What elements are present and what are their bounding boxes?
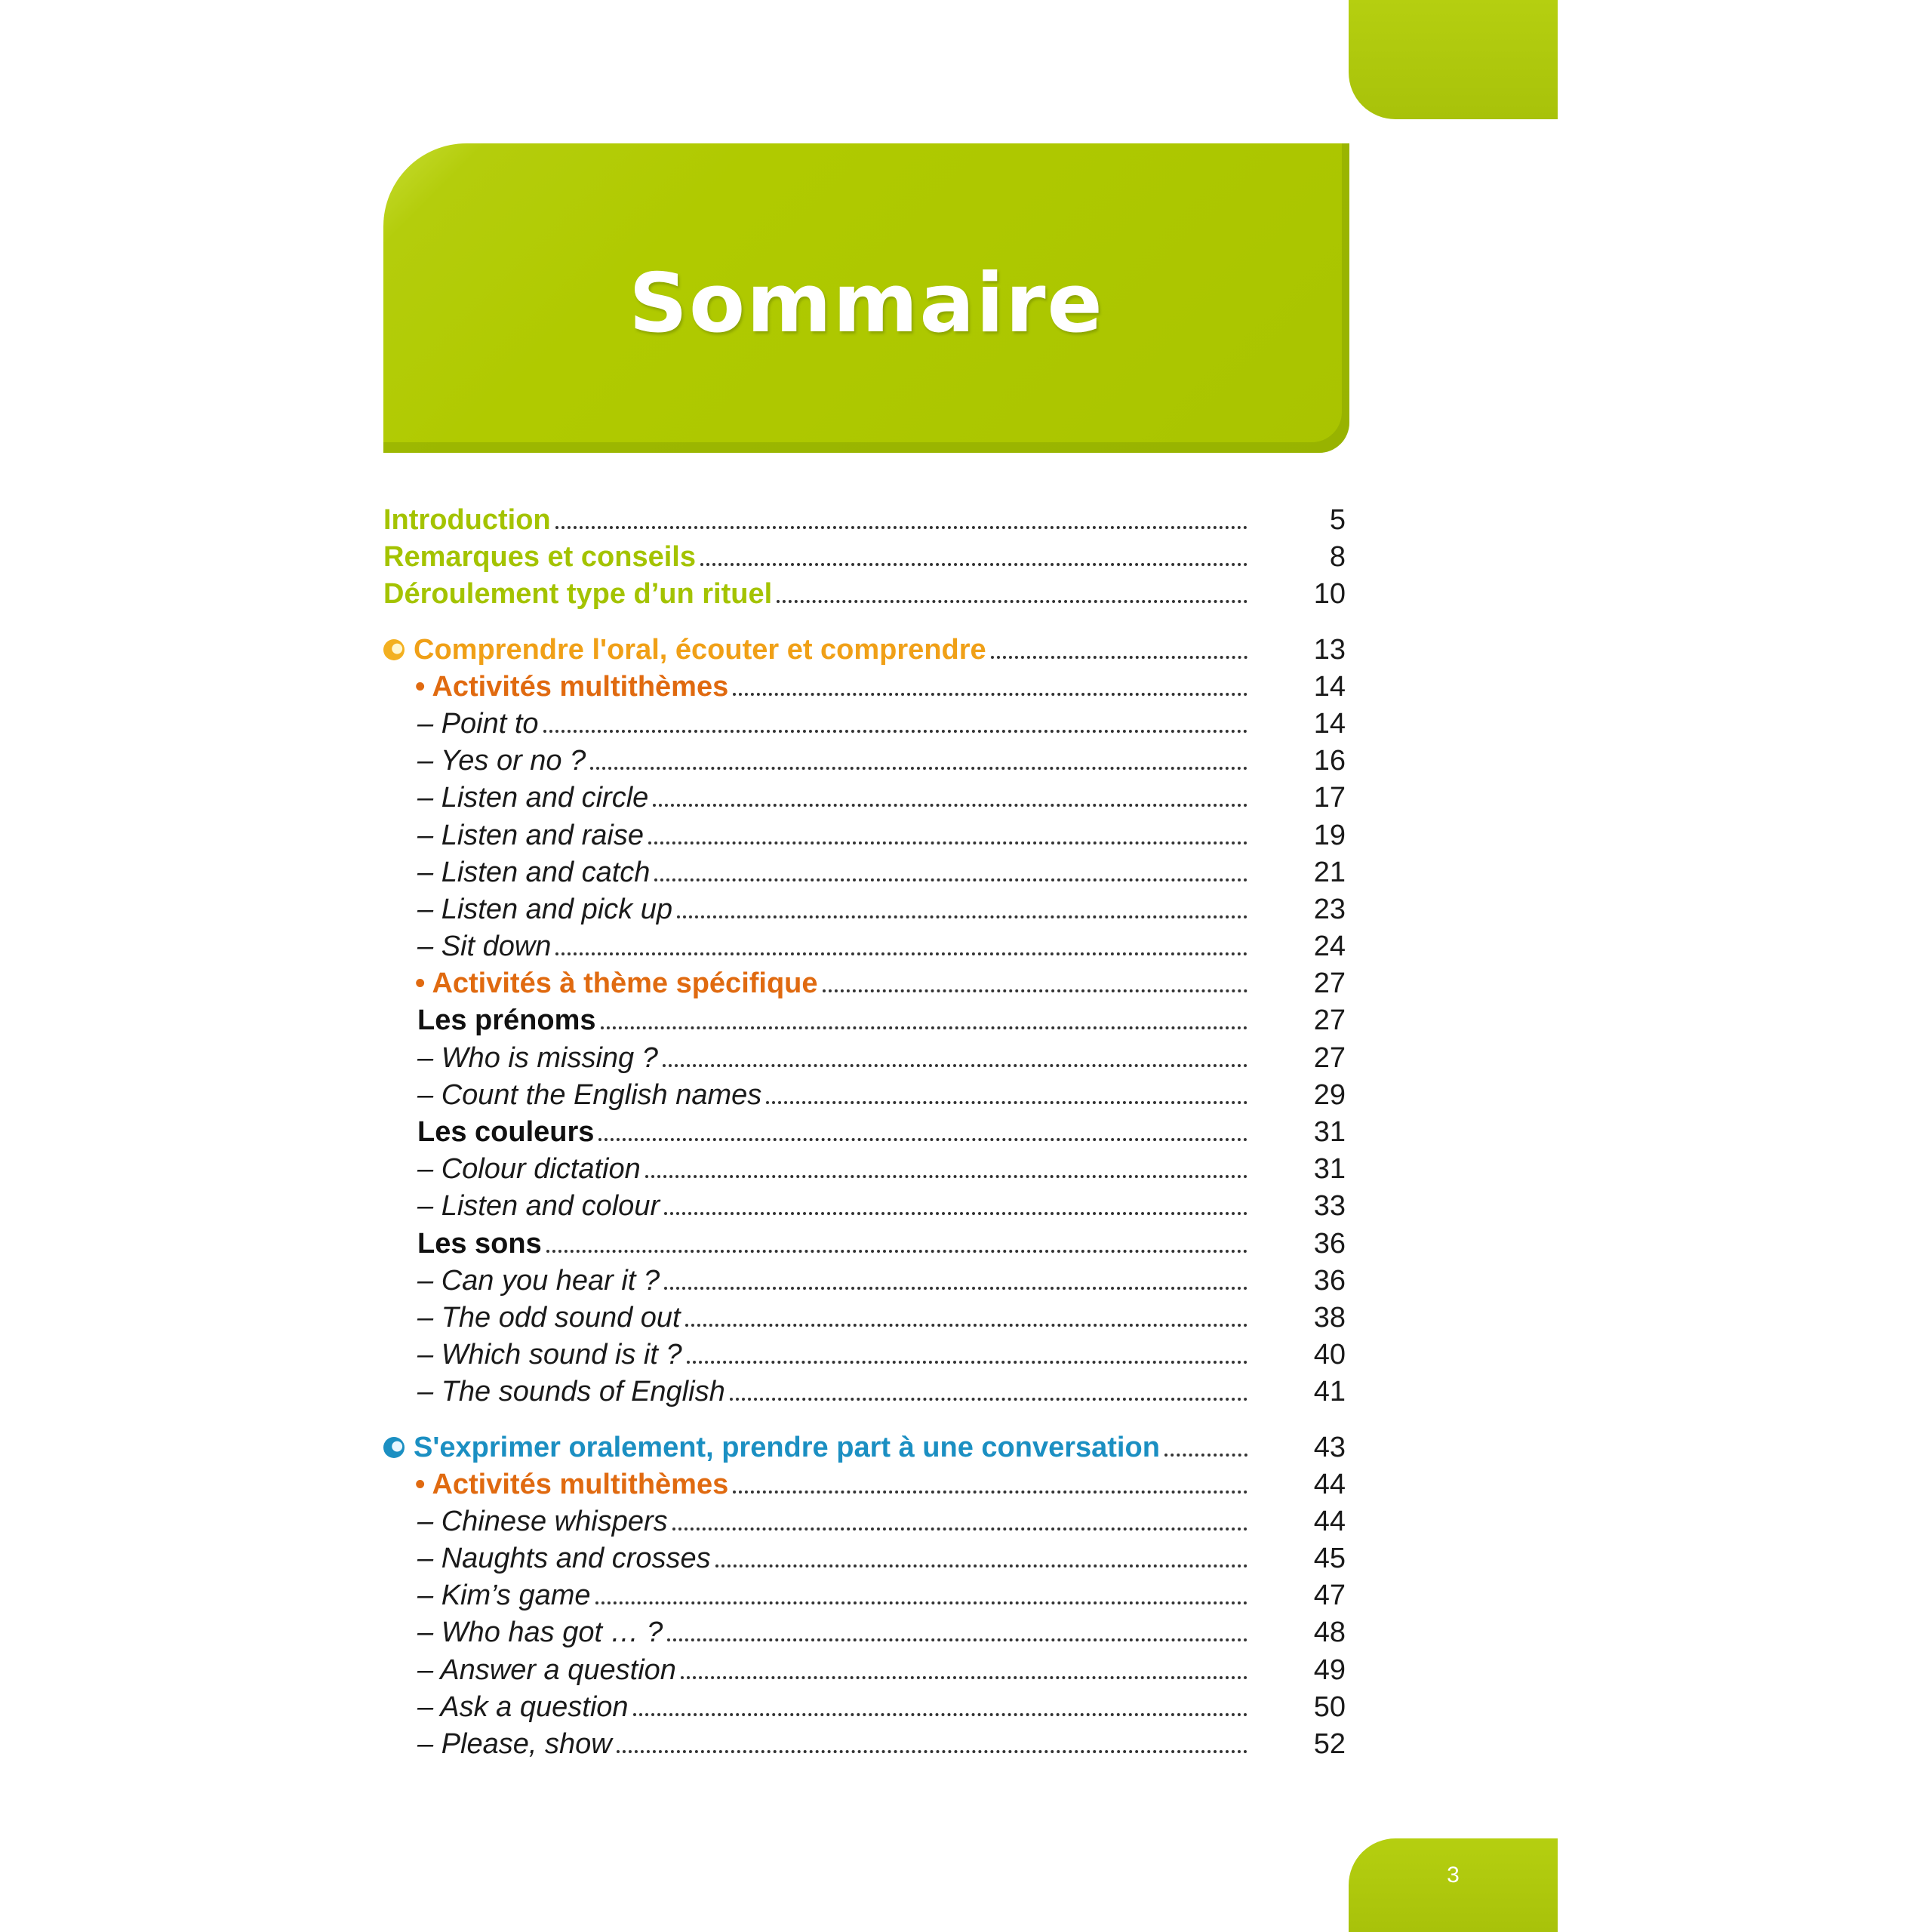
toc-entry[interactable] xyxy=(383,1469,1346,1506)
dot-leader xyxy=(733,1491,1247,1494)
toc-entry[interactable] xyxy=(383,1728,1346,1765)
toc-entry-label xyxy=(417,1153,641,1186)
toc-entry[interactable] xyxy=(383,1004,1346,1041)
toc-entry[interactable] xyxy=(383,1506,1346,1543)
toc-page-number: 52 xyxy=(1313,1728,1346,1760)
toc-entry[interactable] xyxy=(383,504,1346,541)
toc-entry-text: – The odd sound out xyxy=(417,1301,681,1334)
dot-leader xyxy=(1164,1454,1247,1457)
toc-entry-text: – Listen and raise xyxy=(417,819,644,851)
toc-page-number: 31 xyxy=(1313,1153,1346,1186)
toc-entry-label xyxy=(417,1079,761,1112)
toc-page-number: 29 xyxy=(1313,1078,1346,1111)
toc-entry-label xyxy=(417,894,672,926)
toc-entry-label xyxy=(417,1190,660,1223)
bottom-green-tab xyxy=(1349,1838,1558,1932)
dot-leader xyxy=(664,1212,1247,1215)
toc-entry-text: – Colour dictation xyxy=(417,1153,641,1186)
toc-entry-text: – Which sound is it ? xyxy=(417,1339,682,1371)
toc-entry-text: – Listen and catch xyxy=(417,856,651,888)
toc-entry-text: – Listen and pick up xyxy=(417,893,673,925)
toc-entry-label xyxy=(383,541,696,574)
toc-entry-label xyxy=(417,931,551,963)
toc-entry[interactable] xyxy=(383,1190,1346,1227)
toc-entry[interactable] xyxy=(383,1432,1346,1469)
toc-entry[interactable] xyxy=(383,708,1346,745)
dot-leader xyxy=(991,656,1247,659)
toc-entry-label xyxy=(417,1543,711,1575)
toc-entry[interactable] xyxy=(383,1302,1346,1339)
toc-entry-text: – Please, show xyxy=(417,1728,612,1760)
toc-entry-label xyxy=(383,504,551,537)
toc-page-number: 27 xyxy=(1313,1041,1346,1074)
toc-page-number: 33 xyxy=(1313,1190,1346,1223)
toc-page-number: 23 xyxy=(1313,893,1346,925)
toc-entry-text: Remarques et conseils xyxy=(383,541,696,574)
circle-bullet-icon xyxy=(383,1437,405,1458)
dot-leader xyxy=(555,952,1247,955)
toc-page-number: 41 xyxy=(1313,1376,1346,1408)
toc-entry[interactable] xyxy=(383,1042,1346,1079)
toc-page-number: 19 xyxy=(1313,819,1346,851)
toc-entry[interactable] xyxy=(383,1376,1346,1413)
toc-entry-text: – Kim’s game xyxy=(417,1580,591,1612)
toc-entry-label xyxy=(417,745,586,777)
toc-entry-label xyxy=(417,708,539,740)
toc-entry-label xyxy=(415,968,818,1000)
toc-entry-text: – Yes or no ? xyxy=(417,745,586,777)
toc-entry-label xyxy=(417,1042,658,1075)
toc-entry[interactable] xyxy=(383,1543,1346,1580)
toc-entry-text: – Who is missing ? xyxy=(417,1041,658,1074)
dot-leader xyxy=(766,1101,1247,1104)
dot-leader xyxy=(663,1064,1247,1067)
toc-entry[interactable] xyxy=(383,634,1346,671)
toc-entry[interactable] xyxy=(383,820,1346,857)
toc-entry[interactable] xyxy=(383,1116,1346,1153)
toc-entry-label xyxy=(417,1654,676,1687)
toc-entry[interactable] xyxy=(383,1617,1346,1654)
toc-entry-label xyxy=(417,1691,629,1724)
toc-page-number: 44 xyxy=(1313,1468,1346,1500)
toc-entry[interactable] xyxy=(383,541,1346,578)
toc-entry-label xyxy=(383,578,772,611)
toc-entry-label xyxy=(417,1728,612,1761)
toc-entry-text: Introduction xyxy=(383,504,551,536)
toc-entry-text: • Activités à thème spécifique xyxy=(415,968,818,1000)
toc-entry-label xyxy=(417,1302,681,1334)
toc-entry[interactable] xyxy=(383,894,1346,931)
toc-page-number: 47 xyxy=(1313,1580,1346,1612)
toc-entry-text: – Can you hear it ? xyxy=(417,1264,660,1297)
toc-page-number: 48 xyxy=(1313,1617,1346,1649)
dot-leader xyxy=(617,1750,1247,1753)
toc-entry-text: – Who has got … ? xyxy=(417,1617,663,1649)
toc-entry-text: – Listen and colour xyxy=(417,1190,660,1223)
dot-leader xyxy=(598,1138,1247,1141)
toc-entry-label xyxy=(417,1265,660,1297)
dot-leader xyxy=(555,526,1247,529)
toc-entry-label xyxy=(383,634,986,666)
toc-entry-label xyxy=(417,1116,594,1149)
toc-entry-text: Les couleurs xyxy=(417,1116,595,1148)
toc-page-number: 36 xyxy=(1313,1264,1346,1297)
toc-page-number: 27 xyxy=(1313,968,1346,1000)
toc-page-number: 21 xyxy=(1313,856,1346,888)
toc-page-number: 10 xyxy=(1313,578,1346,611)
toc-page-number: 36 xyxy=(1313,1227,1346,1260)
toc-page-number: 14 xyxy=(1313,707,1346,740)
toc-entry[interactable] xyxy=(383,857,1346,894)
toc-page-number: 13 xyxy=(1313,633,1346,666)
toc-entry-text: – Sit down xyxy=(417,931,552,963)
toc-entry[interactable] xyxy=(383,1580,1346,1617)
toc-entry[interactable] xyxy=(383,1153,1346,1190)
toc-page-number: 27 xyxy=(1313,1004,1346,1037)
toc-entry-label xyxy=(417,1506,668,1538)
toc-entry-label xyxy=(417,1339,682,1371)
toc-page-number: 44 xyxy=(1313,1505,1346,1537)
dot-leader xyxy=(546,1250,1247,1253)
dot-leader xyxy=(672,1527,1247,1531)
toc-page-number: 5 xyxy=(1329,504,1346,536)
toc-entry-label xyxy=(417,1376,725,1408)
toc-page-number: 24 xyxy=(1313,931,1346,963)
dot-leader xyxy=(677,915,1247,918)
dot-leader xyxy=(685,1324,1247,1327)
toc-entry[interactable] xyxy=(383,1228,1346,1265)
toc-entry-label xyxy=(383,1432,1160,1464)
toc-page-number: 14 xyxy=(1313,670,1346,703)
toc-entry-label xyxy=(415,671,728,703)
dot-leader xyxy=(777,600,1247,603)
toc-entry-label xyxy=(417,782,648,814)
toc-entry-label xyxy=(417,1228,542,1260)
dot-leader xyxy=(595,1601,1247,1604)
page-number: 3 xyxy=(1447,1863,1460,1887)
toc-entry-text: – Naughts and crosses xyxy=(417,1543,711,1575)
toc-page-number: 43 xyxy=(1313,1431,1346,1463)
dot-leader xyxy=(648,841,1247,844)
toc-entry[interactable] xyxy=(383,1079,1346,1116)
toc-entry-text: Les sons xyxy=(417,1227,542,1260)
toc-page-number: 38 xyxy=(1313,1301,1346,1334)
toc-entry[interactable] xyxy=(383,1691,1346,1728)
toc-entry[interactable] xyxy=(383,578,1346,615)
dot-leader xyxy=(730,1398,1247,1401)
toc-entry[interactable] xyxy=(383,745,1346,782)
toc-entry[interactable] xyxy=(383,931,1346,968)
toc-entry-text: S'exprimer oralement, prendre part à une conversation xyxy=(414,1431,1160,1463)
dot-leader xyxy=(645,1175,1247,1178)
toc-entry-text: – Count the English names xyxy=(417,1078,762,1111)
dot-leader xyxy=(653,804,1247,807)
toc-page-number: 31 xyxy=(1313,1116,1346,1148)
dot-leader xyxy=(667,1638,1247,1641)
dot-leader xyxy=(664,1287,1247,1290)
dot-leader xyxy=(715,1564,1247,1567)
toc-entry[interactable] xyxy=(383,1339,1346,1376)
toc-entry-text: Déroulement type d’un rituel xyxy=(383,578,773,611)
toc-entry-text: • Activités multithèmes xyxy=(415,670,729,703)
title-banner xyxy=(383,143,1349,453)
toc-page-number: 17 xyxy=(1313,782,1346,814)
circle-bullet-icon xyxy=(383,639,405,660)
toc-entry-text: Les prénoms xyxy=(417,1004,596,1037)
page-title: Sommaire xyxy=(629,257,1104,351)
toc-entry-text: • Activités multithèmes xyxy=(415,1468,729,1500)
toc-page-number: 16 xyxy=(1313,745,1346,777)
dot-leader xyxy=(733,693,1247,696)
toc-page-number: 45 xyxy=(1313,1543,1346,1575)
toc-page-number: 40 xyxy=(1313,1339,1346,1371)
toc-page-number: 50 xyxy=(1313,1690,1346,1723)
toc-page-number: 49 xyxy=(1313,1654,1346,1686)
toc-entry[interactable] xyxy=(383,1265,1346,1302)
toc-entry-label xyxy=(417,1004,596,1037)
dot-leader xyxy=(543,730,1247,733)
dot-leader xyxy=(633,1713,1247,1716)
toc-entry-label xyxy=(417,857,650,889)
dot-leader xyxy=(654,878,1247,881)
dot-leader xyxy=(700,563,1247,566)
dot-leader xyxy=(601,1026,1247,1029)
table-of-contents xyxy=(383,504,1346,1765)
toc-entry-label xyxy=(417,1580,591,1612)
toc-entry[interactable] xyxy=(383,782,1346,819)
toc-entry-text: Comprendre l'oral, écouter et comprendre xyxy=(414,633,986,666)
dot-leader xyxy=(590,767,1247,770)
toc-entry-text: – Listen and circle xyxy=(417,782,649,814)
toc-entry-label xyxy=(417,1617,663,1649)
dot-leader xyxy=(687,1361,1247,1364)
toc-entry[interactable] xyxy=(383,968,1346,1004)
toc-entry-label xyxy=(417,820,644,852)
top-green-tab xyxy=(1349,0,1558,119)
toc-entry[interactable] xyxy=(383,671,1346,708)
dot-leader xyxy=(823,989,1247,992)
dot-leader xyxy=(681,1676,1247,1679)
toc-entry-text: – Chinese whispers xyxy=(417,1505,668,1537)
toc-entry-text: – Point to xyxy=(417,707,539,740)
toc-entry[interactable] xyxy=(383,1654,1346,1691)
toc-entry-text: – The sounds of English xyxy=(417,1376,725,1408)
toc-entry-label xyxy=(415,1469,728,1501)
toc-entry-text: – Answer a question xyxy=(417,1654,676,1686)
toc-entry-text: – Ask a question xyxy=(417,1690,629,1723)
toc-page-number: 8 xyxy=(1329,541,1346,574)
